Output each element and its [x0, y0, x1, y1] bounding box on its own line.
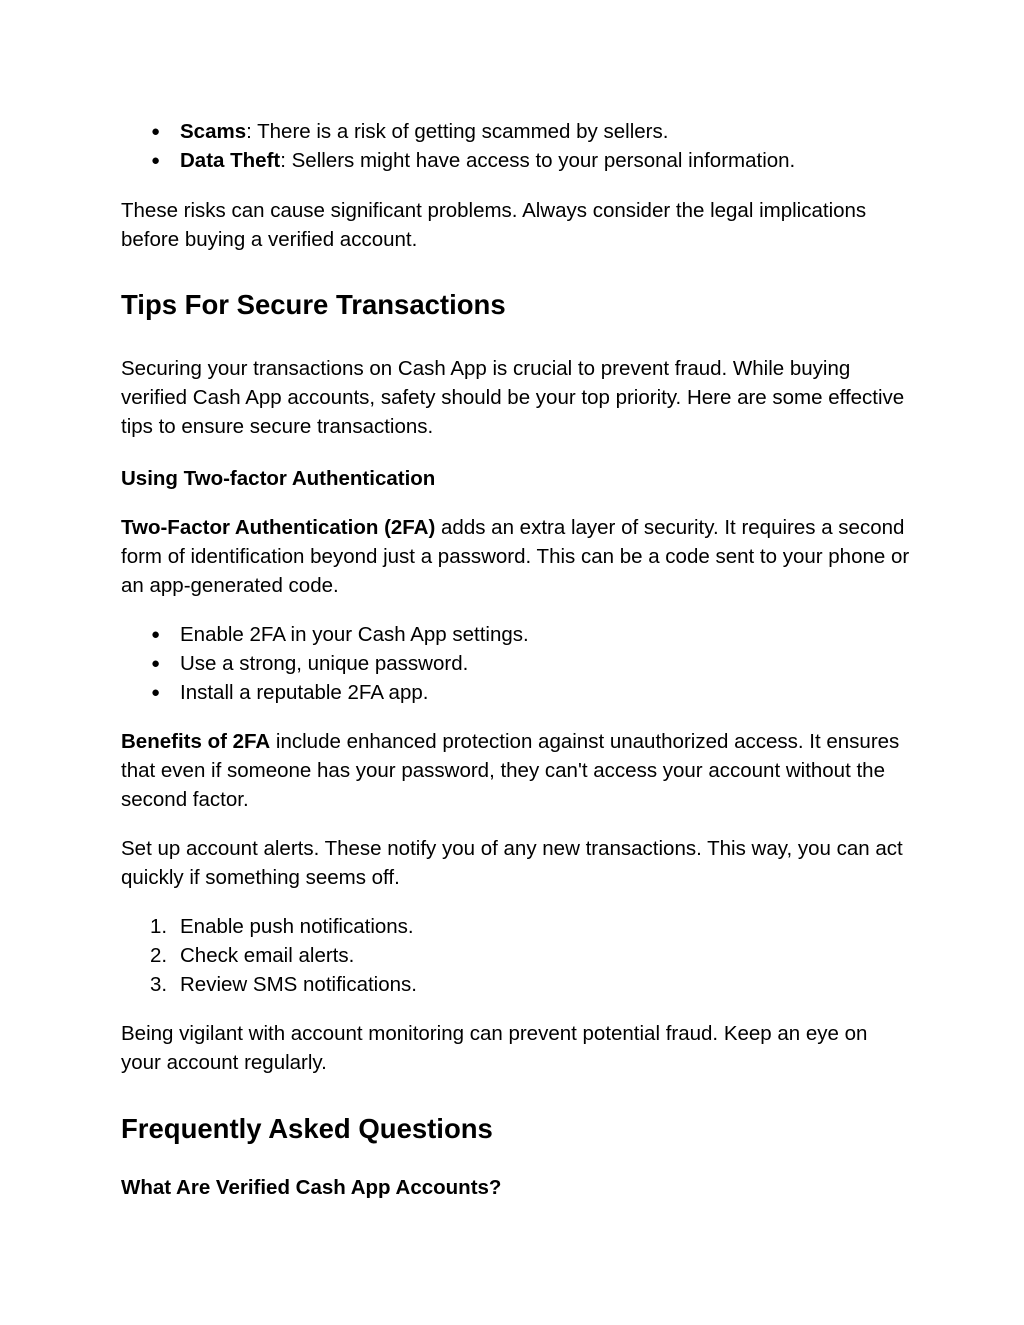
list-item — [121, 970, 911, 999]
list-item-text: Install a reputable 2FA app. — [180, 681, 429, 704]
faq-question: What Are Verified Cash App Accounts? — [121, 1176, 502, 1199]
benefits-text: include enhanced protection against unauthorized access. It ensures that even if someone has your password, they can't access your account without the second factor. — [121, 730, 900, 811]
twofa-bold: Two-Factor Authentication (2FA) — [121, 516, 436, 539]
bullet-icon: ● — [151, 152, 161, 169]
list-item — [121, 649, 911, 678]
list-item-text: Review SMS notifications. — [180, 973, 417, 996]
list-number: 2. — [150, 944, 168, 967]
vigilant-paragraph: Being vigilant with account monitoring can prevent potential fraud. Keep an eye on your account regularly. — [121, 1022, 868, 1074]
list-item — [121, 620, 911, 649]
benefits-paragraph — [121, 727, 911, 814]
risks-summary: These risks can cause significant problems. Always consider the legal implications before buying a verified account. — [121, 199, 867, 251]
list-item-text: : Sellers might have access to your personal information. — [280, 149, 796, 172]
list-item — [121, 941, 911, 970]
twofa-heading: Using Two-factor Authentication — [121, 467, 436, 490]
bullet-icon: ● — [151, 626, 161, 643]
list-item-term: Data Theft — [180, 149, 281, 172]
benefits-bold: Benefits of 2FA — [121, 730, 271, 753]
twofa-text: adds an extra layer of security. It requires a second form of identification beyond just a password. This can be a code sent to your phone or an app-generated code. — [121, 516, 910, 597]
list-item — [121, 146, 911, 175]
bullet-icon: ● — [151, 684, 161, 701]
risks-list — [121, 117, 911, 175]
list-item-text: Enable 2FA in your Cash App settings. — [180, 623, 529, 646]
tips-heading: Tips For Secure Transactions — [121, 289, 506, 320]
twofa-list — [121, 620, 911, 707]
list-item-text: : There is a risk of getting scammed by sellers. — [246, 120, 669, 143]
bullet-icon: ● — [151, 655, 161, 672]
faq-heading: Frequently Asked Questions — [121, 1113, 493, 1144]
alerts-list — [121, 912, 911, 999]
tips-intro: Securing your transactions on Cash App is crucial to prevent fraud. While buying verified Cash App accounts, safety should be your top priority. Here are some effective tips to ensure secure transactions. — [121, 357, 905, 438]
list-number: 3. — [150, 973, 168, 996]
alerts-paragraph: Set up account alerts. These notify you of any new transactions. This way, you can act quickly if something seems off. — [121, 837, 903, 889]
list-number: 1. — [150, 915, 168, 938]
document-content — [121, 117, 911, 1202]
twofa-paragraph — [121, 513, 911, 600]
list-item — [121, 912, 911, 941]
list-item-text: Use a strong, unique password. — [180, 652, 469, 675]
list-item — [121, 678, 911, 707]
list-item — [121, 117, 911, 146]
list-item-term: Scams — [180, 120, 247, 143]
list-item-text: Check email alerts. — [180, 944, 355, 967]
bullet-icon: ● — [151, 123, 161, 140]
list-item-text: Enable push notifications. — [180, 915, 414, 938]
